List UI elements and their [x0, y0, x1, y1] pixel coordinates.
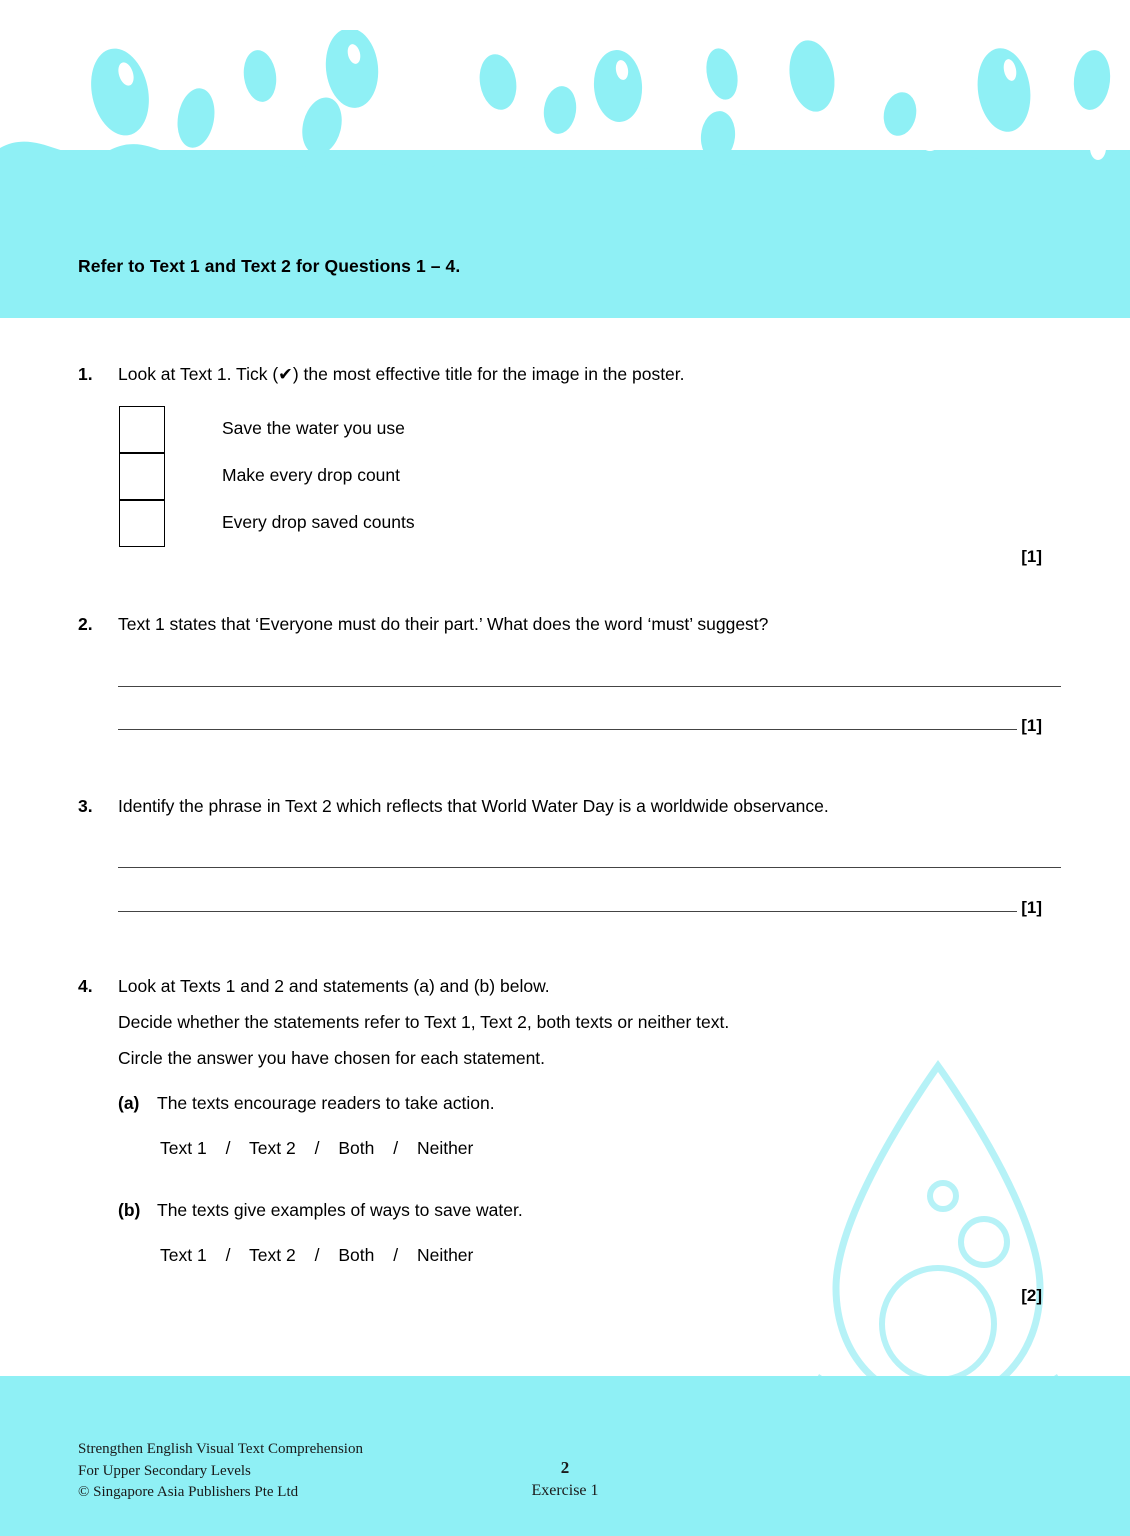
water-splash-graphic [0, 30, 1130, 200]
choice-separator: / [393, 1245, 399, 1265]
choice-4b-neither[interactable]: Neither [416, 1245, 474, 1265]
question-1-text: Look at Text 1. Tick (✔) the most effective title for the image in the poster. [118, 364, 685, 384]
question-3-text: Identify the phrase in Text 2 which reflects that World Water Day is a worldwide observance. [118, 796, 829, 816]
choice-separator: / [314, 1138, 320, 1158]
choice-separator: / [393, 1138, 399, 1158]
question-4a-label: (a) [118, 1093, 140, 1113]
footer-pagination [0, 1456, 1130, 1502]
choice-4a-neither[interactable]: Neither [416, 1138, 474, 1158]
tick-box-option-3[interactable] [119, 500, 165, 547]
page-number: 2 [560, 1457, 570, 1477]
question-2-number: 2. [78, 614, 93, 634]
question-4a-text: The texts encourage readers to take action. [157, 1093, 495, 1113]
footer-title-line: Strengthen English Visual Text Comprehension [78, 1440, 363, 1457]
option-label-3: Every drop saved counts [222, 512, 415, 532]
refer-instruction: Refer to Text 1 and Text 2 for Questions 1 – 4. [78, 256, 461, 276]
question-4-line-2: Decide whether the statements refer to Text 1, Text 2, both texts or neither text. [118, 1012, 730, 1032]
question-3-marks: [1] [1021, 898, 1042, 917]
question-1-number: 1. [78, 364, 93, 384]
question-1-marks: [1] [1021, 547, 1042, 566]
choice-4b-text1[interactable]: Text 1 [160, 1245, 207, 1265]
question-4-marks: [2] [1021, 1286, 1042, 1305]
footer-level-line: For Upper Secondary Levels [78, 1462, 251, 1479]
question-4-line-1: Look at Texts 1 and 2 and statements (a) and (b) below. [118, 976, 550, 996]
choice-separator: / [225, 1138, 231, 1158]
answer-line-3b[interactable] [118, 911, 1017, 912]
question-4-line-3: Circle the answer you have chosen for each statement. [118, 1048, 546, 1068]
tick-box-option-1[interactable] [119, 406, 165, 453]
option-label-1: Save the water you use [222, 418, 405, 438]
option-label-2: Make every drop count [222, 465, 401, 485]
choice-4a-text2[interactable]: Text 2 [249, 1138, 296, 1158]
choice-separator: / [225, 1245, 231, 1265]
choice-4b-both[interactable]: Both [338, 1245, 375, 1265]
tick-box-option-2[interactable] [119, 453, 165, 500]
answer-line-2b[interactable] [118, 729, 1017, 730]
question-4b-choices [160, 1245, 473, 1266]
choice-4b-text2[interactable]: Text 2 [249, 1245, 296, 1265]
question-3-number: 3. [78, 796, 93, 816]
question-4a-choices [160, 1138, 473, 1159]
footer-copyright-line: © Singapore Asia Publishers Pte Ltd [78, 1484, 299, 1501]
answer-line-3a[interactable] [118, 867, 1061, 868]
question-2-text: Text 1 states that ‘Everyone must do their part.’ What does the word ‘must’ suggest? [118, 614, 769, 634]
choice-separator: / [314, 1245, 320, 1265]
choice-4a-text1[interactable]: Text 1 [160, 1138, 207, 1158]
choice-4a-both[interactable]: Both [338, 1138, 375, 1158]
question-4b-text: The texts give examples of ways to save water. [157, 1200, 523, 1220]
header-water-band [0, 0, 1130, 318]
exercise-label: Exercise 1 [531, 1481, 599, 1499]
answer-line-2a[interactable] [118, 686, 1061, 687]
question-4-number: 4. [78, 976, 93, 996]
question-4b-label: (b) [118, 1200, 141, 1220]
question-2-marks: [1] [1021, 716, 1042, 735]
